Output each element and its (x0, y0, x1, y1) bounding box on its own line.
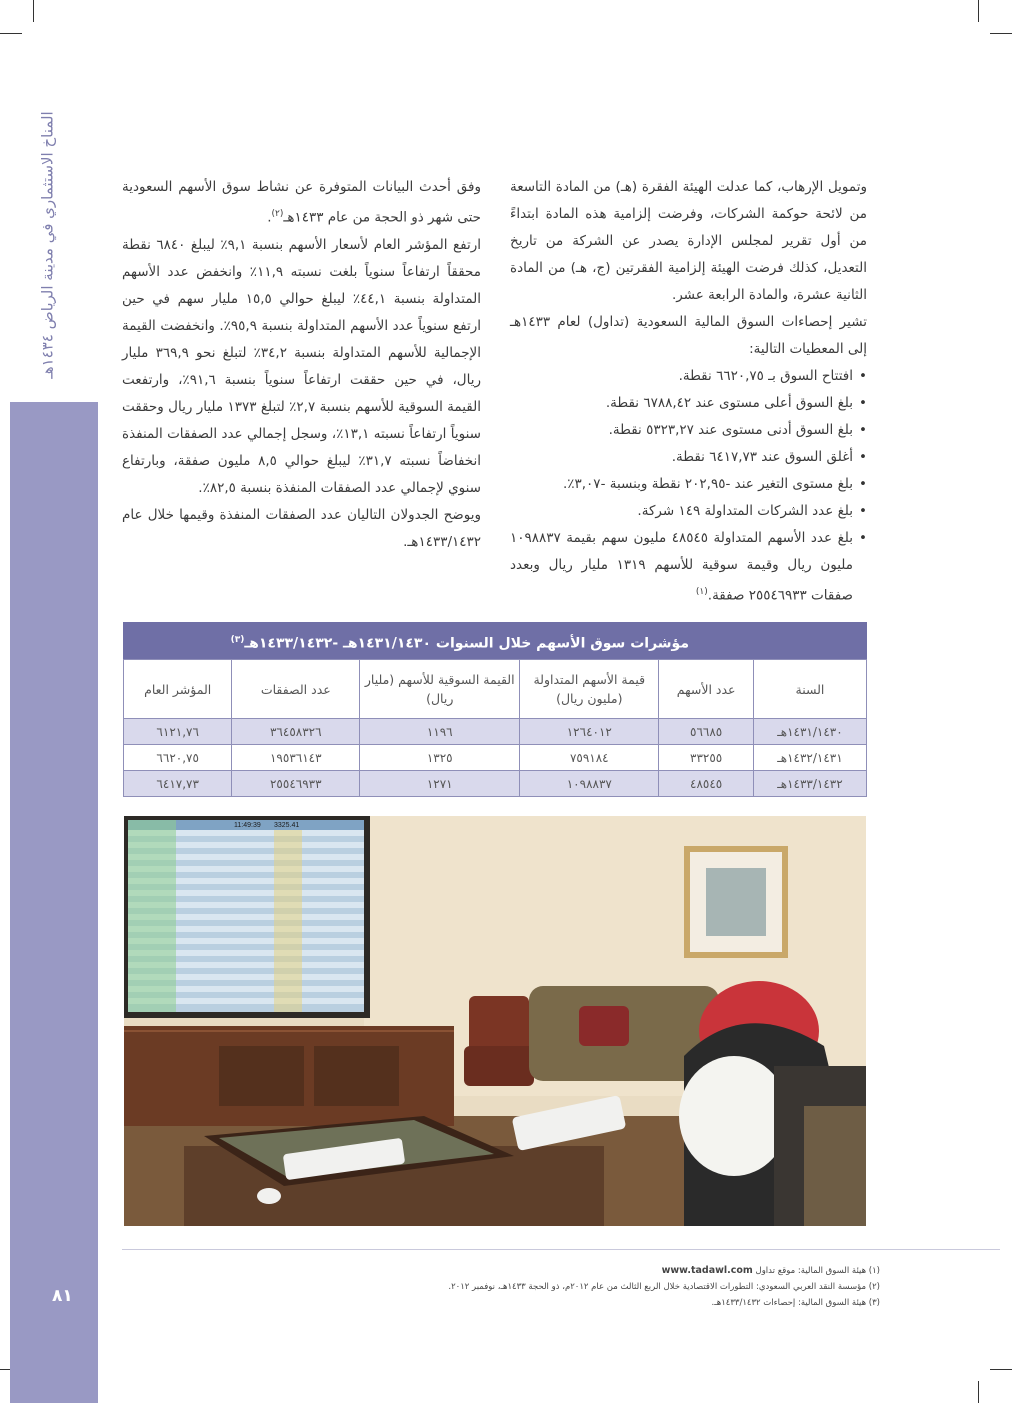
table-cell: ١٤٣١/١٤٣٠هـ (753, 719, 866, 745)
trading-room-illustration (124, 816, 866, 1226)
list-item: • بلغ عدد الشركات المتداولة ١٤٩ شركة. (510, 498, 867, 525)
crop-mark (978, 1381, 979, 1403)
table-cell: ٧٥٩١٨٤ (520, 745, 659, 771)
table-cell: ٤٨٥٤٥ (659, 771, 754, 797)
side-color-band (10, 402, 98, 1403)
table-cell: ٥٦٦٨٥ (659, 719, 754, 745)
paragraph: ارتفع المؤشر العام لأسعار الأسهم بنسبة ٩,١٪ ليبلغ ٦٨٤٠ نقطة محققاً ارتفاعاً سنوياً بلغت نسبته ١١,٩٪ وانخفض عدد الأسهم المتداولة بنسبة ٤٤,١٪ ليبلغ حوالي ١٥,٥ مليار سهم في حين ارتفع سنوياً عدد الأسهم المتداولة بنسبة ٩٥,٩٪. وانخفضت القيمة الإجمالية للأسهم المتداولة بنسبة ٣٤,٢٪ لتبلغ نحو ٣٦٩,٩ مليار ريال، في حين حققت ارتفاعاً سنوياً بنسبة ٩١,٦٪، وارتفعت القيمة السوقية للأسهم بنسبة ٢,٧٪ لتبلغ ١٣٧٣ مليار ريال وحققت سنوياً ارتفاعاً نسبته ١٣,١٪، وسجل إجمالي عدد الصفقات المنفذة انخفاضاً نسبته ٣١,٧٪ ليبلغ حوالي ٨,٥ مليون صفقة، وبارتفاع سنوي لإجمالي عدد الصفقات المنفذة بنسبة ٨٢,٥٪. (122, 236, 482, 496)
footnote-text: (١) هيئة السوق المالية: موقع تداول (755, 1266, 880, 1276)
table-cell: ٢٥٥٤٦٩٣٣ (232, 771, 360, 797)
table-cell: ١٠٩٨٨٣٧ (520, 771, 659, 797)
footnotes (420, 1263, 880, 1311)
list-item: • بلغ السوق أعلى مستوى عند ٦٧٨٨,٤٢ نقطة. (510, 390, 867, 417)
crop-mark (990, 33, 1012, 34)
footnote-ref: (٢) (271, 209, 284, 219)
list-item: • أغلق السوق عند ٦٤١٧,٧٣ نقطة. (510, 444, 867, 471)
table-cell: ١٢٧١ (360, 771, 520, 797)
footnote-ref: (١) (695, 587, 708, 597)
side-title-text: المناخ الاستثماري في مدينة الرياض ١٤٣٤هـ (39, 111, 57, 379)
column-header: المؤشر العام (124, 660, 232, 719)
column-header: عدد الصفقات (232, 660, 360, 719)
paragraph: ويوضح الجدولان التاليان عدد الصفقات المنفذة وقيمها خلال عام ١٤٣٣/١٤٣٢هـ. (122, 506, 481, 550)
table-cell: ١٤٣٣/١٤٣٢هـ (753, 771, 866, 797)
trading-room-photo (124, 816, 866, 1226)
table-cell: ١٢٦٤٠١٢ (520, 719, 659, 745)
table-row (124, 745, 867, 771)
table-cell: ٣٦٤٥٨٣٢٦ (232, 719, 360, 745)
list-item: • بلغ السوق أدنى مستوى عند ٥٣٢٣,٢٧ نقطة. (510, 417, 867, 444)
column-header: قيمة الأسهم المتداولة (مليون ريال) (520, 660, 659, 719)
crop-mark (990, 1369, 1012, 1370)
footnote (420, 1263, 880, 1279)
paragraph: وتمويل الإرهاب، كما عدلت الهيئة الفقرة (هـ) من المادة التاسعة من لائحة حوكمة الشركات، وفرضت إلزامية هذه المادة ابتداءً من أول تقرير لمجلس الإدارة يصدر عن الشركة من تاريخ التعديل، كذلك فرضت الهيئة إلزامية الفقرتين (ج، هـ) من المادة الثانية عشرة، والمادة الرابعة عشر. (510, 179, 867, 303)
footnote: (٣) هيئة السوق المالية: إحصاءات ١٤٣٣/١٤٣٢هـ. (711, 1298, 880, 1308)
footnote-link[interactable]: www.tadawl.com (661, 1265, 753, 1276)
text-column-right (510, 174, 867, 610)
list-item-text: بلغ عدد الأسهم المتداولة ٤٨٥٤٥ مليون سهم بقيمة ١٠٩٨٨٣٧ مليون ريال وقيمة سوقية للأسهم ١٣١٩ مليار ريال وبعدد صفقات ٢٥٥٤٦٩٣٣ صفقة. (510, 530, 853, 604)
table-cell: ١١٩٦ (360, 719, 520, 745)
table-row (124, 771, 867, 797)
paragraph: تشير إحصاءات السوق المالية السعودية (تداول) لعام ١٤٣٣هـ إلى المعطيات التالية: (510, 314, 867, 357)
paragraph: وفق أحدث البيانات المتوفرة عن نشاط سوق الأسهم السعودية حتى شهر ذو الحجة من عام ١٤٣٣هـ$^{(٢)}$. (122, 179, 481, 226)
footnote-ref: (٣) (230, 635, 245, 645)
market-indicators-table (123, 622, 867, 797)
footnote: (٢) مؤسسة النقد العربي السعودي: التطورات الاقتصادية خلال الربع الثالث من عام ٢٠١٢م، ذو الحجة ١٤٣٣هـ، نوفمبر ٢٠١٢. (448, 1282, 880, 1292)
list-item: • بلغ مستوى التغير عند -٢٠٢,٩٥ نقطة وبنسبة -٣,٠٧٪. (510, 471, 867, 498)
column-header: القيمة السوقية للأسهم (مليار ريال) (360, 660, 520, 719)
table-row (124, 719, 867, 745)
screen-index: 3325.41 (274, 822, 300, 829)
crop-mark (0, 33, 22, 34)
footnote-divider (122, 1249, 1000, 1250)
crop-mark (33, 0, 34, 22)
table-cell: ٣٣٢٥٥ (659, 745, 754, 771)
list-item (510, 525, 867, 610)
crop-mark (978, 0, 979, 22)
page-number: ٨١ (52, 1286, 73, 1306)
screen-clock: 11:49:39 (234, 822, 261, 829)
side-running-title (28, 90, 68, 400)
table-cell: ١٣٢٥ (360, 745, 520, 771)
table-cell: ٦٦٢٠,٧٥ (124, 745, 232, 771)
table-cell: ٦٤١٧,٧٣ (124, 771, 232, 797)
column-header: السنة (753, 660, 866, 719)
table-title (123, 622, 867, 659)
column-header: عدد الأسهم (659, 660, 754, 719)
table-cell: ١٤٣٢/١٤٣١هـ (753, 745, 866, 771)
statistics-list (510, 363, 867, 610)
text-column-left (122, 174, 481, 556)
paragraph-text: وفق أحدث البيانات المتوفرة عن نشاط سوق الأسهم السعودية حتى شهر ذو الحجة من عام ١٤٣٣هـ (122, 179, 481, 226)
table-title-text: مؤشرات سوق الأسهم خلال السنوات ١٤٣١/١٤٣٠هـ -١٤٣٣/١٤٣٢هـ (244, 635, 689, 652)
table-cell: ١٩٥٣٦١٤٣ (232, 745, 360, 771)
table-header-row (124, 660, 867, 719)
table-cell: ٦١٢١,٧٦ (124, 719, 232, 745)
list-item: • افتتاح السوق بـ ٦٦٢٠,٧٥ نقطة. (510, 363, 867, 390)
data-table (123, 659, 867, 797)
